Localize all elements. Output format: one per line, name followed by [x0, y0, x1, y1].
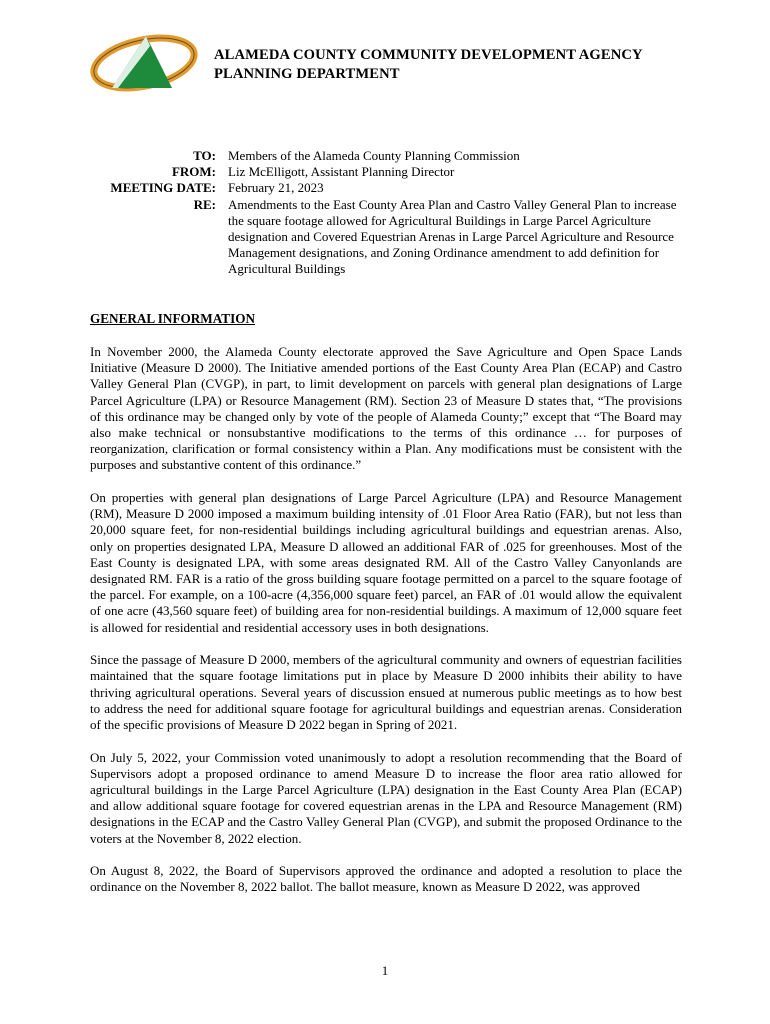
memo-re-label: RE: [193, 196, 216, 212]
memo-block [90, 148, 682, 278]
section-heading: GENERAL INFORMATION [90, 311, 255, 326]
memo-to-row [90, 148, 682, 164]
paragraph: On properties with general plan designations of Large Parcel Agriculture (LPA) and Resource Management (RM), Measure D 2000 imposed a maximum building intensity of .01 Floor Area Ratio (FAR), but not less than 20,000 square feet, for non-residential buildings including agricultural buildings and equestrian arenas. Also, only on properties designated LPA, Measure D allowed an additional FAR of .025 for greenhouses. Most of the East County is designated LPA, with some areas designated RM. All of the Castro Valley Canyonlands are designated RM. FAR is a ratio of the gross building square footage permitted on a parcel to the square footage of the parcel. For example, on a 100-acre (4,356,000 square feet) parcel, an FAR of .01 would allow the equivalent of one acre (43,560 square feet) of building area for non-residential buildings. A maximum of 12,000 square feet is allowed for residential and residential accessory uses in both designations. [90, 490, 682, 635]
memo-date-label: MEETING DATE: [110, 180, 216, 196]
memo-re-row [90, 197, 682, 278]
page-number: 1 [381, 963, 389, 978]
agency-header [214, 46, 643, 84]
memo-from-value: Liz McElligott, Assistant Planning Director [228, 164, 455, 180]
memo-to-value: Members of the Alameda County Planning Commission [228, 148, 520, 163]
paragraph: In November 2000, the Alameda County electorate approved the Save Agriculture and Open Space Lands Initiative (Measure D 2000). The Initiative amended portions of the East County Area Plan (ECAP) and Castro Valley General Plan (CVGP), in part, to limit development on parcels with general plan designations of Large Parcel Agriculture (LPA) or Resource Management (RM). Section 23 of Measure D states that, “The provisions of this ordinance may be changed only by vote of the people of Alameda County;” except that “The Board may also make technical or nonsubstantive modifications to the terms of this ordinance … for purposes of reorganization, clarification or formal consistency within a Plan. Any modifications must be consistent with the purposes and substantive content of this ordinance.” [90, 344, 682, 473]
paragraph: On August 8, 2022, the Board of Supervisors approved the ordinance and adopted a resolution to place the ordinance on the November 8, 2022 ballot. The ballot measure, known as Measure D 2022, was approved [90, 863, 682, 895]
memo-from-label: FROM: [171, 164, 216, 180]
memo-date-row [90, 180, 682, 196]
department-name: PLANNING DEPARTMENT [214, 66, 400, 82]
paragraph: Since the passage of Measure D 2000, members of the agricultural community and owners of equestrian facilities maintained that the square footage limitations put in place by Measure D 2000 inhibits their ability to have thriving agricultural operations. Several years of discussion ensued at numerous public meetings as to how best to address the need for additional square footage for agricultural buildings and equestrian arenas. Consideration of the specific provisions of Measure D 2022 began in Spring of 2021. [90, 652, 682, 733]
memo-date-value: February 21, 2023 [228, 180, 324, 196]
paragraph: On July 5, 2022, your Commission voted unanimously to adopt a resolution recommending that the Board of Supervisors adopt a proposed ordinance to amend Measure D to increase the floor area ratio allowed for agricultural buildings in the Large Parcel Agriculture (LPA) designation in the East County Area Plan (ECAP) and allow additional square footage for covered equestrian arenas in the LPA and Resource Management (RM) designations in the ECAP and the Castro Valley General Plan (CVGP), and submit the proposed Ordinance to the voters at the November 8, 2022 election. [90, 749, 682, 846]
agency-logo [90, 34, 198, 92]
memo-re-value: Amendments to the East County Area Plan and Castro Valley General Plan to increase the square footage allowed for Agricultural Buildings in Large Parcel Agriculture designation and Covered Equestrian Arenas in Large Parcel Agriculture and Resource Management designations, and Zoning Ordinance amendment to add definition for Agricultural Buildings [228, 196, 677, 277]
memo-from-row [90, 164, 682, 180]
agency-name: ALAMEDA COUNTY COMMUNITY DEVELOPMENT AGENCY [214, 47, 643, 63]
body-text [90, 344, 682, 912]
memo-to-label: TO: [193, 148, 216, 163]
